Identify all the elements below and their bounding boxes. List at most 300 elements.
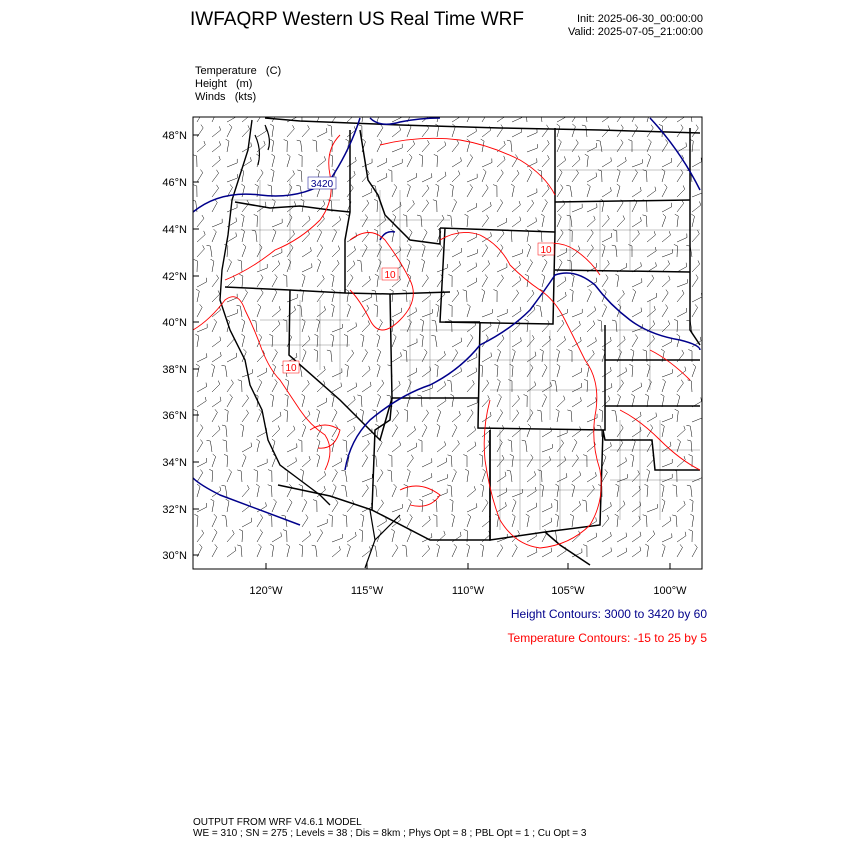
wind-barb [602, 126, 610, 138]
latitude-label: 46°N [162, 177, 187, 189]
wind-barb [362, 276, 370, 287]
wind-barb [689, 530, 693, 543]
wind-barb [392, 202, 401, 212]
wind-barb [302, 411, 310, 422]
wind-barb [677, 290, 684, 302]
wind-barb [572, 439, 577, 452]
wind-barb [361, 334, 365, 347]
wind-barb [632, 278, 642, 287]
wind-barb [422, 229, 427, 242]
wind-barb [572, 337, 581, 347]
wind-barb [602, 304, 607, 317]
wind-barb [392, 424, 398, 437]
wind-barb [197, 278, 207, 287]
wind-barb [331, 394, 334, 407]
wind-barb [631, 454, 634, 467]
wind-barb [482, 169, 486, 182]
wind-barb [437, 172, 446, 182]
wind-barb [362, 293, 372, 302]
wind-barb [347, 233, 357, 242]
wind-barb [662, 379, 666, 392]
wind-barb [272, 426, 280, 438]
wind-barb [212, 275, 219, 287]
wind-barb [467, 174, 477, 182]
wind-barb [422, 367, 431, 378]
wind-barb [437, 109, 440, 122]
wind-barb [480, 544, 484, 557]
wind-barb [690, 499, 694, 512]
wind-barb [662, 231, 671, 242]
wind-barb [467, 335, 473, 348]
wind-barb [422, 516, 430, 527]
wind-barb [302, 125, 309, 137]
wind-barb [299, 544, 303, 557]
wind-barb [465, 214, 469, 227]
wind-barb [662, 338, 672, 347]
wind-barb [507, 140, 512, 152]
longitude-label: 115°W [350, 585, 384, 597]
wind-barb [316, 319, 319, 332]
wind-barb [467, 410, 473, 422]
wind-barb [647, 247, 656, 257]
wind-barb [433, 515, 437, 527]
wind-barb [297, 305, 302, 317]
wind-barb [302, 531, 311, 542]
wind-barb [482, 109, 488, 122]
wind-barb [527, 189, 537, 198]
contour-label-10a [538, 243, 554, 256]
wind-barb [662, 184, 667, 197]
wind-barb [377, 439, 382, 452]
wind-barb [512, 249, 522, 257]
wind-barb [602, 367, 611, 377]
wind-barb [197, 215, 204, 227]
wind-barb [226, 499, 229, 512]
wind-barb [331, 304, 334, 317]
wind-barb [257, 368, 267, 377]
wind-barb [662, 290, 668, 302]
wind-barb [407, 244, 411, 257]
wind-barb [632, 547, 641, 557]
wind-barb [422, 275, 428, 287]
wind-barb [677, 263, 687, 272]
wind-barb [537, 110, 542, 122]
wind-barb [272, 321, 280, 332]
wind-barb [388, 170, 392, 182]
wind-barb [555, 484, 558, 497]
wind-barb [557, 396, 565, 407]
wind-barb [467, 380, 474, 392]
wind-barb [572, 309, 582, 317]
wind-barb [298, 155, 302, 168]
wind-barb [432, 320, 437, 332]
wind-barb [632, 187, 641, 197]
wind-barb [242, 485, 249, 497]
wind-barb [197, 530, 204, 542]
wind-barb [287, 306, 296, 317]
wind-barb [692, 474, 702, 482]
wind-barb [422, 458, 432, 467]
wind-barb [596, 140, 602, 152]
wind-barb [377, 259, 381, 272]
wind-barb [377, 173, 387, 182]
wind-barb [374, 199, 378, 212]
wind-barb [377, 125, 383, 138]
wind-barb [508, 230, 513, 242]
wind-barb [212, 156, 220, 167]
wind-barb [254, 214, 258, 227]
wind-barb [197, 141, 205, 152]
wind-barb [482, 289, 485, 302]
wind-barb [482, 159, 492, 168]
wind-barb [377, 139, 382, 152]
wind-barb [362, 230, 369, 242]
wind-barb [512, 201, 520, 212]
wind-barb [272, 499, 276, 512]
wind-barb [587, 230, 593, 242]
wind-barb [362, 485, 368, 497]
wind-barb [212, 514, 217, 527]
wind-barb [542, 259, 547, 272]
wind-barb [677, 426, 685, 437]
wind-barb [420, 334, 424, 347]
wind-barb [317, 454, 320, 467]
longitude-label: 110°W [451, 585, 485, 597]
wind-barb [392, 113, 402, 122]
wind-barb [617, 336, 625, 347]
wind-barb [661, 394, 664, 407]
wind-barb [242, 319, 245, 332]
wind-barb [527, 335, 534, 347]
wind-barb [482, 469, 486, 482]
wind-barb [359, 529, 363, 542]
wind-barb [287, 294, 297, 302]
wind-barb [212, 109, 217, 122]
wind-barb [647, 262, 656, 272]
wind-barb [662, 305, 668, 318]
wind-barb [542, 199, 547, 212]
wind-barb [422, 244, 425, 257]
wind-barb [572, 397, 581, 407]
wind-barb [317, 275, 324, 287]
wind-barb [527, 200, 534, 212]
wind-barb [572, 484, 575, 497]
wind-barb [404, 484, 408, 497]
wind-barb [372, 290, 377, 302]
wind-barb [212, 337, 221, 347]
wind-barb [377, 109, 380, 122]
wind-barb [347, 383, 357, 392]
wind-barb [272, 306, 280, 317]
wind-barb [616, 484, 620, 497]
wind-barb [617, 394, 621, 407]
wind-barb [268, 515, 272, 527]
wind-barb [512, 307, 521, 317]
wind-barb [587, 289, 592, 302]
wind-barb [617, 380, 624, 392]
wind-barb [566, 185, 572, 197]
wind-barb [617, 169, 620, 182]
wind-barb [404, 409, 408, 422]
wind-barb [527, 503, 537, 512]
wind-barb [212, 170, 219, 182]
wind-barb [407, 469, 410, 482]
wind-barb [407, 379, 411, 392]
wind-barb [556, 409, 559, 422]
wind-barb [497, 545, 503, 558]
wind-barb [692, 260, 700, 272]
wind-barb [677, 186, 685, 198]
wind-barb [537, 410, 542, 422]
wind-barb [298, 110, 302, 122]
wind-barb [662, 499, 665, 512]
wind-barb [360, 514, 364, 527]
wind-barb [407, 455, 413, 467]
wind-barb [587, 533, 597, 542]
wind-barb [362, 366, 370, 377]
wind-barb [572, 368, 582, 377]
state-borders [225, 118, 700, 565]
wind-barb [572, 204, 582, 212]
wind-barb [362, 214, 368, 227]
wind-barb [241, 334, 244, 347]
wind-barb [647, 379, 651, 392]
wind-barb [494, 364, 498, 377]
wind-barb [512, 499, 516, 512]
wind-barb [587, 414, 597, 422]
wind-barb [692, 544, 697, 557]
wind-barb [287, 154, 290, 167]
wind-barb [647, 187, 656, 197]
wind-barb [557, 277, 566, 287]
wind-barb [222, 515, 227, 527]
wind-barb [422, 545, 430, 557]
wind-barb [332, 368, 342, 377]
wind-barb [257, 127, 266, 137]
wind-barb [377, 394, 381, 407]
wind-barb [212, 185, 219, 197]
wind-barb [480, 484, 483, 497]
wind-barb [587, 184, 590, 197]
wind-barb [257, 264, 267, 272]
latitude-label: 30°N [162, 550, 187, 562]
wind-barb [692, 275, 698, 287]
wind-barb [392, 352, 401, 362]
wind-barb [343, 440, 347, 452]
wind-barb [557, 214, 561, 227]
wind-barb [209, 469, 213, 482]
wind-barb [632, 289, 636, 302]
wind-barb [690, 514, 693, 527]
wind-barb [452, 424, 457, 437]
wind-barb [647, 275, 654, 287]
wind-barb [662, 321, 670, 333]
wind-barb [212, 319, 217, 332]
wind-barb [567, 410, 572, 422]
wind-barb [238, 380, 242, 392]
wind-barb [223, 440, 227, 452]
wind-barb [632, 230, 639, 242]
wind-barb [377, 334, 380, 347]
wind-barb [662, 249, 672, 257]
wind-barb [222, 425, 227, 437]
wind-barb [332, 409, 337, 422]
wind-barb [212, 291, 220, 303]
latitude-label: 34°N [162, 457, 187, 469]
wind-barb [283, 275, 287, 287]
wind-barb [482, 202, 491, 212]
wind-barb [542, 320, 550, 332]
wind-barb [375, 274, 379, 287]
wind-barb [662, 214, 666, 227]
wind-barb [527, 217, 537, 227]
wind-barb [448, 455, 453, 467]
latitude-label: 38°N [162, 364, 187, 376]
wind-barb [467, 514, 471, 527]
wind-barb [422, 424, 427, 437]
wind-barb [312, 545, 317, 557]
wind-barb [692, 158, 702, 167]
wind-barb [662, 169, 665, 182]
wind-barb [197, 470, 203, 483]
wind-barb [466, 544, 469, 557]
wind-barb [662, 474, 672, 482]
wind-barb [317, 156, 326, 167]
wind-barb [467, 442, 476, 452]
wind-barb [197, 440, 203, 453]
wind-barb [527, 129, 537, 137]
wind-barb [632, 109, 637, 122]
wind-barb [272, 274, 277, 287]
wind-barb [407, 184, 410, 197]
wind-barb [347, 426, 355, 437]
wind-barb [467, 233, 477, 242]
wind-barb [617, 457, 626, 467]
wind-barb [437, 441, 446, 452]
wind-barb [332, 383, 342, 392]
wind-barb [527, 548, 537, 557]
wind-barb [317, 215, 324, 227]
wind-barb [347, 111, 355, 122]
wind-barb [282, 515, 288, 527]
wind-barb [347, 323, 357, 333]
wind-barb [662, 544, 665, 557]
wind-barb [527, 471, 536, 482]
wind-barb [617, 184, 620, 197]
wind-barb [435, 364, 439, 377]
wind-barb [632, 470, 640, 482]
wind-barb [522, 110, 527, 122]
wind-barb [347, 171, 355, 182]
wind-barb [392, 159, 402, 167]
wind-barb [374, 229, 378, 242]
wind-barb [392, 184, 397, 197]
valid-time: Valid: 2025-07-05_21:00:00 [568, 26, 703, 38]
wind-barb [497, 170, 503, 182]
wind-barb [602, 442, 611, 452]
wind-barb [331, 289, 334, 302]
wind-barb [497, 335, 504, 347]
wind-barb [270, 124, 274, 137]
county-lines [230, 150, 700, 530]
longitude-axis [249, 563, 687, 597]
wind-barb [447, 380, 452, 392]
baja-coast [365, 510, 400, 568]
wind-barb [270, 544, 274, 557]
wind-barb [362, 200, 369, 212]
wind-barb [647, 154, 651, 167]
wind-barb [242, 518, 252, 527]
wind-barb [557, 169, 562, 182]
wind-barb [692, 304, 698, 317]
wind-barb [447, 215, 452, 227]
wind-barb [602, 469, 607, 482]
wind-barb [632, 159, 642, 167]
wind-barb [437, 458, 447, 467]
wind-barb [465, 469, 469, 482]
wind-barb [392, 308, 402, 317]
wind-barb [287, 457, 296, 467]
wind-barb [647, 306, 655, 317]
wind-barb [527, 382, 536, 393]
wind-barb [482, 215, 489, 227]
wind-barb [482, 260, 490, 272]
wind-barb [662, 414, 672, 422]
wind-barb [237, 545, 242, 557]
wind-barb [452, 440, 459, 452]
wind-barb [597, 425, 602, 437]
wind-barb [497, 199, 503, 212]
wind-barb [197, 304, 202, 317]
wind-barb [302, 216, 310, 227]
wind-barb [542, 274, 545, 287]
wind-barbs [192, 109, 702, 557]
wind-barb [242, 200, 249, 212]
wind-barb [467, 399, 477, 407]
wind-barb [587, 485, 594, 497]
wind-barb [194, 514, 198, 527]
wind-barb [497, 263, 507, 272]
wind-barb [392, 126, 401, 137]
wind-barb [602, 532, 611, 542]
wind-barb [632, 334, 638, 347]
wind-barb [482, 353, 492, 363]
wind-barb [672, 515, 677, 527]
wind-barb [447, 485, 452, 497]
height-label: 3420 [310, 179, 334, 190]
wind-barb [632, 308, 642, 317]
wind-barb [434, 154, 438, 167]
wind-barb [677, 456, 685, 467]
wind-barb [297, 170, 302, 182]
wind-barb [674, 244, 678, 257]
wind-barb [497, 309, 507, 317]
wind-barb [212, 219, 222, 227]
wind-barb [257, 244, 262, 257]
wind-barb [302, 319, 305, 332]
wind-barb [647, 335, 655, 347]
wind-barb [239, 274, 243, 287]
wind-barb [677, 380, 683, 392]
wind-barb [467, 154, 473, 167]
wind-barb [677, 279, 687, 287]
wind-barb [197, 353, 207, 362]
wind-barb [467, 184, 473, 197]
wind-barb [662, 111, 670, 122]
wind-barb [313, 500, 317, 512]
wind-barb [467, 486, 476, 497]
wind-barb [587, 245, 593, 257]
